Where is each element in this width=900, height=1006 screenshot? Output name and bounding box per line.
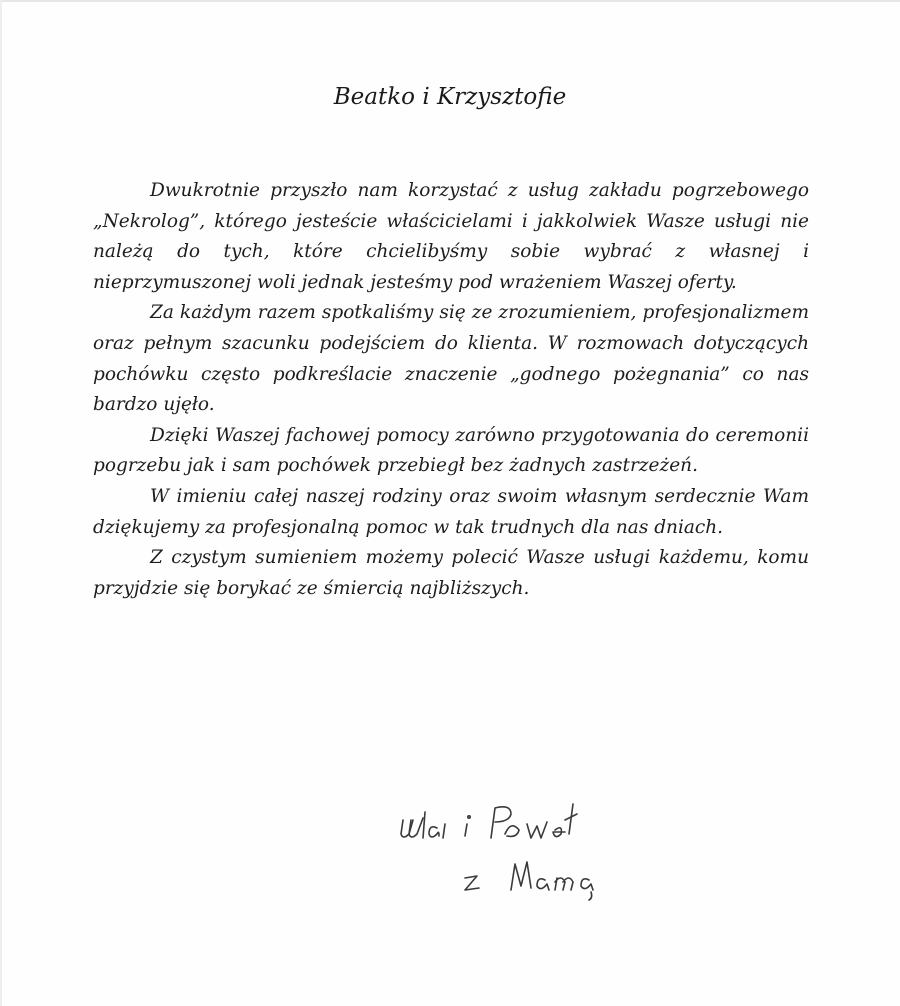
- letter-paragraph: Dwukrotnie przyszło nam korzystać z usług zakładu pogrzebowego „Nekrolog”, którego jesteście właścicielami i jakkolwiek Wasze usługi nie należą do tych, które chcielibyśmy sobie wybrać z własnej i nieprzymuszonej woli jednak jesteśmy pod wrażeniem Waszej oferty.: [93, 180, 809, 293]
- letter-body: [93, 176, 809, 604]
- signature-drawing: [395, 790, 655, 910]
- page-left-edge: [0, 0, 2, 1006]
- letter-paragraph: W imieniu całej naszej rodziny oraz swoim własnym serdecznie Wam dziękujemy za profesjonalną pomoc w tak trudnych dla nas dniach.: [93, 485, 809, 538]
- letter-paragraph: Z czystym sumieniem możemy polecić Wasze usługi każdemu, komu przyjdzie się borykać ze śmiercią najbliższych.: [93, 547, 809, 599]
- handwritten-signature: [395, 790, 655, 910]
- letter-paragraph: Dzięki Waszej fachowej pomocy zarówno przygotowania do ceremonii pogrzebu jak i sam pochówek przebiegł bez żadnych zastrzeżeń.: [93, 424, 809, 477]
- letter-salutation: Beatko i Krzysztofie: [333, 84, 567, 110]
- page-top-edge: [0, 0, 900, 2]
- letter-paragraph: Za każdym razem spotkaliśmy się ze zrozumieniem, profesjonalizmem oraz pełnym szacunku podejściem do klienta. W rozmowach dotyczących pochówku często podkreślacie znaczenie „godnego pożegnania” co nas bardzo ujęło.: [93, 302, 809, 416]
